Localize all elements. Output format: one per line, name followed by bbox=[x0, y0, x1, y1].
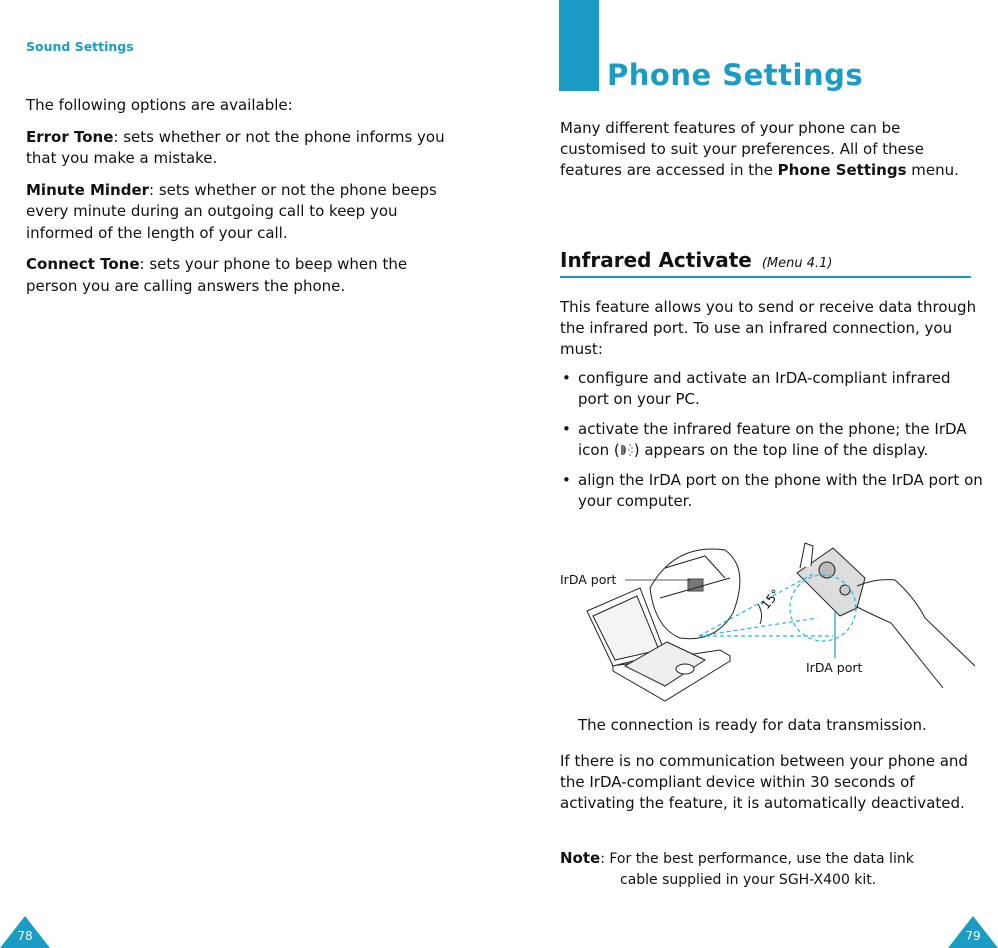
list-item-text: configure and activate an IrDA-compliant infrared port on your PC. bbox=[578, 369, 951, 408]
bullet-icon: • bbox=[562, 471, 571, 489]
feature-description: This feature allows you to send or receive data through the infrared port. To use an infrared connection, you must: bbox=[560, 298, 977, 358]
list-item-text: activate the infrared feature on the phone; the IrDA icon ( bbox=[578, 420, 967, 459]
options-intro: The following options are available: bbox=[26, 96, 293, 114]
page-number-text: 79 bbox=[965, 929, 981, 943]
option-connect-tone bbox=[26, 254, 446, 297]
list-item bbox=[560, 470, 985, 512]
requirements-list bbox=[560, 368, 985, 521]
list-item-text: align the IrDA port on the phone with the IrDA port on your computer. bbox=[578, 471, 983, 510]
note-label: Note bbox=[560, 849, 601, 867]
option-minute-minder bbox=[26, 180, 446, 245]
intro-text: Many different features of your phone can be customised to suit your preferences. All of these features are accessed in the bbox=[560, 119, 924, 179]
list-item bbox=[560, 419, 985, 461]
section-heading bbox=[560, 248, 971, 278]
option-desc: : sets whether or not the phone informs you that you make a mistake. bbox=[26, 127, 445, 167]
angle-label: 15° bbox=[758, 586, 783, 612]
option-desc: : sets your phone to beep when the person you are calling answers the phone. bbox=[26, 255, 408, 295]
section-heading-title: Infrared Activate bbox=[560, 248, 752, 272]
list-item bbox=[560, 368, 985, 410]
page-number-left bbox=[0, 916, 50, 948]
page-title: Phone Settings bbox=[607, 58, 864, 92]
pc-irda-port-label: IrDA port bbox=[560, 572, 617, 587]
option-error-tone bbox=[26, 127, 446, 170]
list-item-text: ) appears on the top line of the display. bbox=[633, 441, 929, 459]
timeout-paragraph: If there is no communication between your phone and the IrDA-compliant device within 30 seconds of activating the feature, it is automatically deactivated. bbox=[560, 752, 968, 812]
note-line2: cable supplied in your SGH-X400 kit. bbox=[620, 872, 877, 888]
ready-text: The connection is ready for data transmission. bbox=[578, 716, 927, 734]
note-line1: : For the best performance, use the data link bbox=[600, 851, 914, 867]
section-label: Sound Settings bbox=[26, 39, 134, 54]
right-page bbox=[540, 0, 998, 948]
intro-paragraph bbox=[560, 118, 980, 181]
irda-icon bbox=[620, 442, 634, 458]
phone-irda-port-label: IrDA port bbox=[806, 660, 863, 675]
irda-alignment-diagram bbox=[555, 538, 985, 708]
option-term: Connect Tone bbox=[26, 255, 140, 273]
menu-reference: (Menu 4.1) bbox=[761, 256, 833, 271]
page-number-text: 78 bbox=[17, 929, 33, 943]
left-page bbox=[0, 0, 470, 948]
title-accent-bar bbox=[559, 0, 599, 91]
option-term: Error Tone bbox=[26, 127, 114, 146]
laptop-phone-illustration bbox=[555, 538, 985, 708]
intro-text-end: menu. bbox=[906, 161, 959, 179]
bullet-icon: • bbox=[562, 369, 571, 387]
page-number-right bbox=[948, 916, 998, 948]
left-body bbox=[26, 95, 446, 307]
bullet-icon: • bbox=[562, 420, 571, 438]
note bbox=[560, 848, 985, 891]
intro-bold: Phone Settings bbox=[777, 161, 907, 179]
option-desc: : sets whether or not the phone beeps every minute during an outgoing call to keep you informed of the length of your call. bbox=[26, 180, 437, 242]
option-term: Minute Minder bbox=[26, 180, 150, 199]
